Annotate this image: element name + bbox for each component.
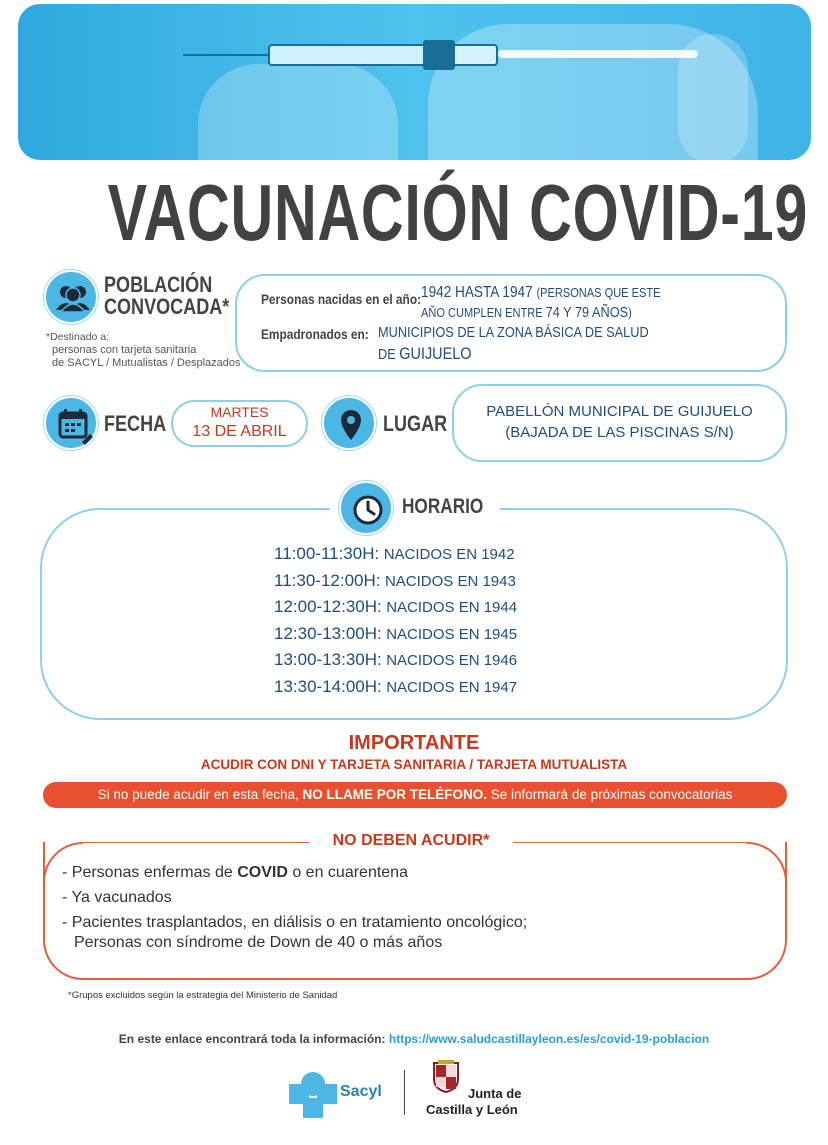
- empadronados-label: Empadronados en:: [261, 326, 369, 342]
- no-acudir-line-left: [83, 842, 309, 843]
- empadronados-value-2: [378, 344, 472, 364]
- lugar-box: [452, 384, 787, 462]
- poblacion-note-line-1: personas con tarjeta sanitaria: [52, 344, 197, 356]
- no-acudir-box: [43, 842, 787, 980]
- lugar-line-2: (BAJADA DE LAS PISCINAS S/N): [505, 424, 734, 441]
- importante-subheading: ACUDIR CON DNI Y TARJETA SANITARIA / TARJETA MUTUALISTA: [200, 757, 628, 772]
- horario-time: 11:00-11:30H:: [274, 544, 380, 563]
- horario-time: 11:30-12:00H:: [274, 570, 381, 590]
- sacyl-logo-icon: [287, 1068, 339, 1120]
- empadronados-value-1: MUNICIPIOS DE LA ZONA BÁSICA DE SALUD: [378, 324, 649, 341]
- importante-heading: IMPORTANTE: [348, 732, 480, 754]
- lugar-label: LUGAR: [383, 411, 448, 436]
- banner-text-b: NO LLAME POR TELÉFONO.: [302, 787, 488, 802]
- poblacion-note-line-2: de SACYL / Mutualistas / Desplazados: [52, 357, 241, 369]
- horario-time: 12:30-13:00H:: [274, 623, 382, 643]
- junta-shield-icon: [432, 1059, 460, 1093]
- nacidos-detail-2: [421, 304, 632, 321]
- horario-text: NACIDOS EN 1946: [386, 652, 518, 669]
- calendar-icon: [44, 396, 98, 450]
- no-acudir-item-1b: COVID: [237, 864, 288, 881]
- horario-text: NACIDOS EN 1943: [384, 572, 516, 590]
- banner-text-c: Se informará de próximas convocatorias: [490, 787, 733, 802]
- horario-text: NACIDOS EN 1942: [383, 546, 515, 563]
- empadronados-town: GUIJUELO: [399, 344, 472, 363]
- nacidos-value: [421, 284, 660, 302]
- no-acudir-item-3: - Pacientes trasplantados, en diálisis o en tratamiento oncológico;: [62, 914, 528, 931]
- location-pin-icon: [322, 396, 376, 450]
- horario-text: NACIDOS EN 1944: [386, 599, 518, 616]
- no-acudir-item-1c: o en cuarentena: [292, 864, 408, 881]
- lugar-line-1: PABELLÓN MUNICIPAL DE GUIJUELO: [486, 403, 753, 420]
- info-line: [0, 1032, 828, 1046]
- nacidos-detail-2a: AÑO CUMPLEN ENTRE: [421, 305, 543, 320]
- no-acudir-item-1a: - Personas enfermas de: [62, 864, 233, 881]
- importante-banner-text: [43, 787, 787, 802]
- horario-time: 13:30-14:00H:: [274, 676, 382, 696]
- horario-time: 13:00-13:30H:: [274, 650, 382, 669]
- people-icon: [44, 270, 98, 324]
- fecha-date: 13 DE ABRIL: [192, 423, 287, 440]
- no-acudir-item-1: [62, 864, 408, 882]
- no-acudir-line-right: [513, 842, 747, 843]
- nacidos-detail-1: (PERSONAS QUE ESTE: [536, 285, 661, 300]
- horario-list: [274, 544, 614, 703]
- no-acudir-item-2: - Ya vacunados: [62, 889, 172, 906]
- junta-text-2: Castilla y León: [426, 1102, 518, 1117]
- fecha-day: MARTES: [210, 404, 269, 420]
- clock-icon: [339, 481, 393, 535]
- hero-image: [18, 4, 811, 160]
- info-link[interactable]: https://www.saludcastillayleon.es/es/covid-19-poblacion: [388, 1032, 710, 1046]
- nacidos-years: 1942 HASTA 1947: [421, 284, 533, 301]
- poblacion-heading: [104, 274, 229, 318]
- no-acudir-item-4: Personas con síndrome de Down de 40 o más años: [74, 934, 443, 951]
- poblacion-heading-line-2: CONVOCADA*: [104, 294, 230, 319]
- nacidos-label: Personas nacidas en el año:: [261, 291, 422, 307]
- horario-label: HORARIO: [402, 495, 484, 518]
- horario-row: [274, 624, 614, 651]
- horario-row: [274, 544, 614, 571]
- page-title: VACUNACIÓN COVID-19: [107, 168, 809, 257]
- nacidos-detail-2c: ): [628, 305, 632, 320]
- no-acudir-heading: NO DEBEN ACUDIR*: [332, 832, 490, 849]
- horario-text: NACIDOS EN 1947: [386, 678, 518, 696]
- footer-divider: [404, 1070, 405, 1115]
- info-text: En este enlace encontrará toda la información:: [118, 1032, 386, 1046]
- footnote: *Grupos excluidos según la estrategia del Ministerio de Sanidad: [68, 990, 338, 1001]
- horario-time: 12:00-12:30H:: [274, 597, 382, 616]
- empadronados-de: DE: [378, 346, 396, 363]
- sacyl-text: Sacyl: [340, 1083, 382, 1100]
- fecha-label: FECHA: [104, 411, 167, 436]
- poblacion-note-title: *Destinado a:: [46, 331, 110, 343]
- nacidos-age-range: 74 Y 79 AÑOS: [545, 304, 629, 321]
- glove-shape: [198, 64, 398, 160]
- syringe-needle: [183, 54, 271, 56]
- junta-text-1: Junta de: [468, 1086, 522, 1101]
- poblacion-heading-line-1: POBLACIÓN: [104, 272, 213, 297]
- banner-text-a: Si no puede acudir en esta fecha,: [97, 787, 299, 802]
- horario-row: [274, 677, 614, 704]
- syringe-plunger: [498, 50, 698, 58]
- poblacion-note: [46, 331, 241, 370]
- syringe-barrel: [268, 44, 498, 66]
- horario-text: NACIDOS EN 1945: [386, 625, 518, 643]
- horario-row: [274, 597, 614, 624]
- horario-row: [274, 571, 614, 598]
- horario-row: [274, 650, 614, 677]
- syringe-hub: [423, 40, 455, 70]
